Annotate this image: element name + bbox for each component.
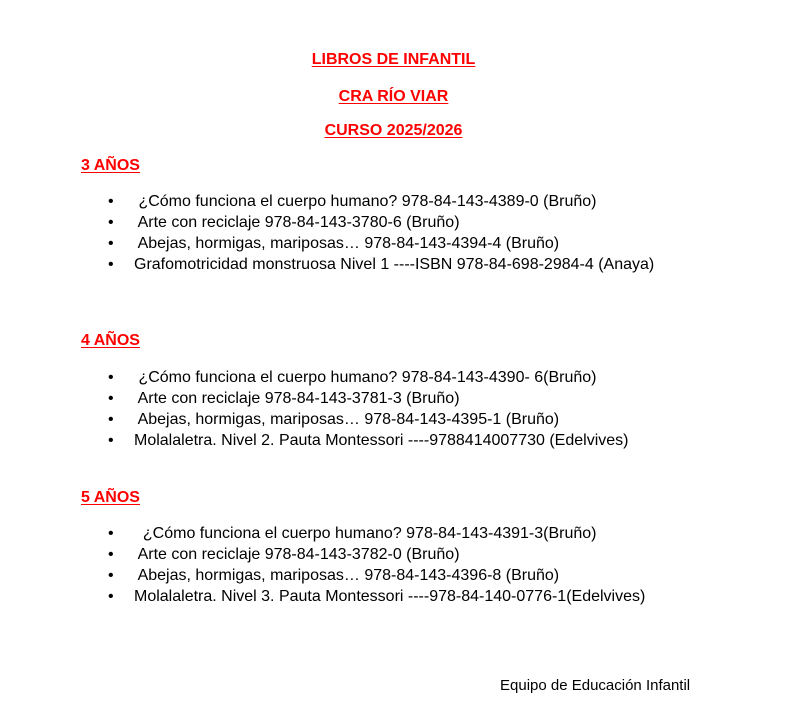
list-item bbox=[0, 430, 795, 451]
list-item bbox=[0, 409, 795, 430]
list-item bbox=[0, 367, 795, 388]
book-entry: Molalaletra. Nivel 2. Pauta Montessori ----9788414007730 (Edelvives) bbox=[134, 432, 629, 449]
school-name: CRA RÍO VIAR bbox=[338, 88, 449, 105]
book-list-3-anos bbox=[0, 191, 795, 296]
list-item bbox=[0, 565, 795, 586]
book-list-5-anos bbox=[0, 523, 795, 607]
list-item bbox=[0, 586, 795, 607]
bullet-icon: • bbox=[108, 588, 114, 605]
bullet-icon: • bbox=[108, 567, 114, 584]
list-item bbox=[0, 254, 795, 296]
book-entry: Molalaletra. Nivel 3. Pauta Montessori ----978-84-140-0776-1(Edelvives) bbox=[134, 588, 646, 605]
bullet-icon: • bbox=[108, 193, 114, 210]
bullet-icon: • bbox=[108, 256, 114, 273]
list-item bbox=[0, 544, 795, 565]
section-heading-5-anos: 5 AÑOS bbox=[81, 489, 140, 506]
bullet-icon: • bbox=[108, 235, 114, 252]
bullet-icon: • bbox=[108, 369, 114, 386]
bullet-icon: • bbox=[108, 432, 114, 449]
book-entry: Abejas, hormigas, mariposas… 978-84-143-4396-8 (Bruño) bbox=[134, 567, 560, 584]
book-entry: Abejas, hormigas, mariposas… 978-84-143-4395-1 (Bruño) bbox=[134, 411, 560, 428]
bullet-icon: • bbox=[108, 214, 114, 231]
course-year: CURSO 2025/2026 bbox=[324, 122, 463, 139]
book-entry: ¿Cómo funciona el cuerpo humano? 978-84-143-4390- 6(Bruño) bbox=[134, 369, 597, 386]
section-heading-4-anos: 4 AÑOS bbox=[81, 332, 140, 349]
book-entry: Arte con reciclaje 978-84-143-3781-3 (Bruño) bbox=[134, 390, 460, 407]
section-heading-3-anos: 3 AÑOS bbox=[81, 157, 140, 174]
list-item bbox=[0, 233, 795, 254]
footer-signature: Equipo de Educación Infantil bbox=[500, 677, 691, 694]
list-item bbox=[0, 212, 795, 233]
document-title: LIBROS DE INFANTIL bbox=[311, 51, 476, 68]
bullet-icon: • bbox=[108, 411, 114, 428]
bullet-icon: • bbox=[108, 546, 114, 563]
book-entry: ¿Cómo funciona el cuerpo humano? 978-84-143-4389-0 (Bruño) bbox=[134, 193, 597, 210]
book-entry: Abejas, hormigas, mariposas… 978-84-143-4394-4 (Bruño) bbox=[134, 235, 560, 252]
bullet-icon: • bbox=[108, 390, 114, 407]
book-entry: Grafomotricidad monstruosa Nivel 1 ----ISBN 978-84-698-2984-4 (Anaya) bbox=[134, 256, 655, 273]
book-list-4-anos bbox=[0, 367, 795, 451]
list-item bbox=[0, 523, 795, 544]
book-entry: Arte con reciclaje 978-84-143-3780-6 (Bruño) bbox=[134, 214, 460, 231]
book-entry: ¿Cómo funciona el cuerpo humano? 978-84-143-4391-3(Bruño) bbox=[134, 525, 597, 542]
list-item bbox=[0, 191, 795, 212]
book-entry: Arte con reciclaje 978-84-143-3782-0 (Bruño) bbox=[134, 546, 460, 563]
list-item bbox=[0, 388, 795, 409]
bullet-icon: • bbox=[108, 525, 114, 542]
